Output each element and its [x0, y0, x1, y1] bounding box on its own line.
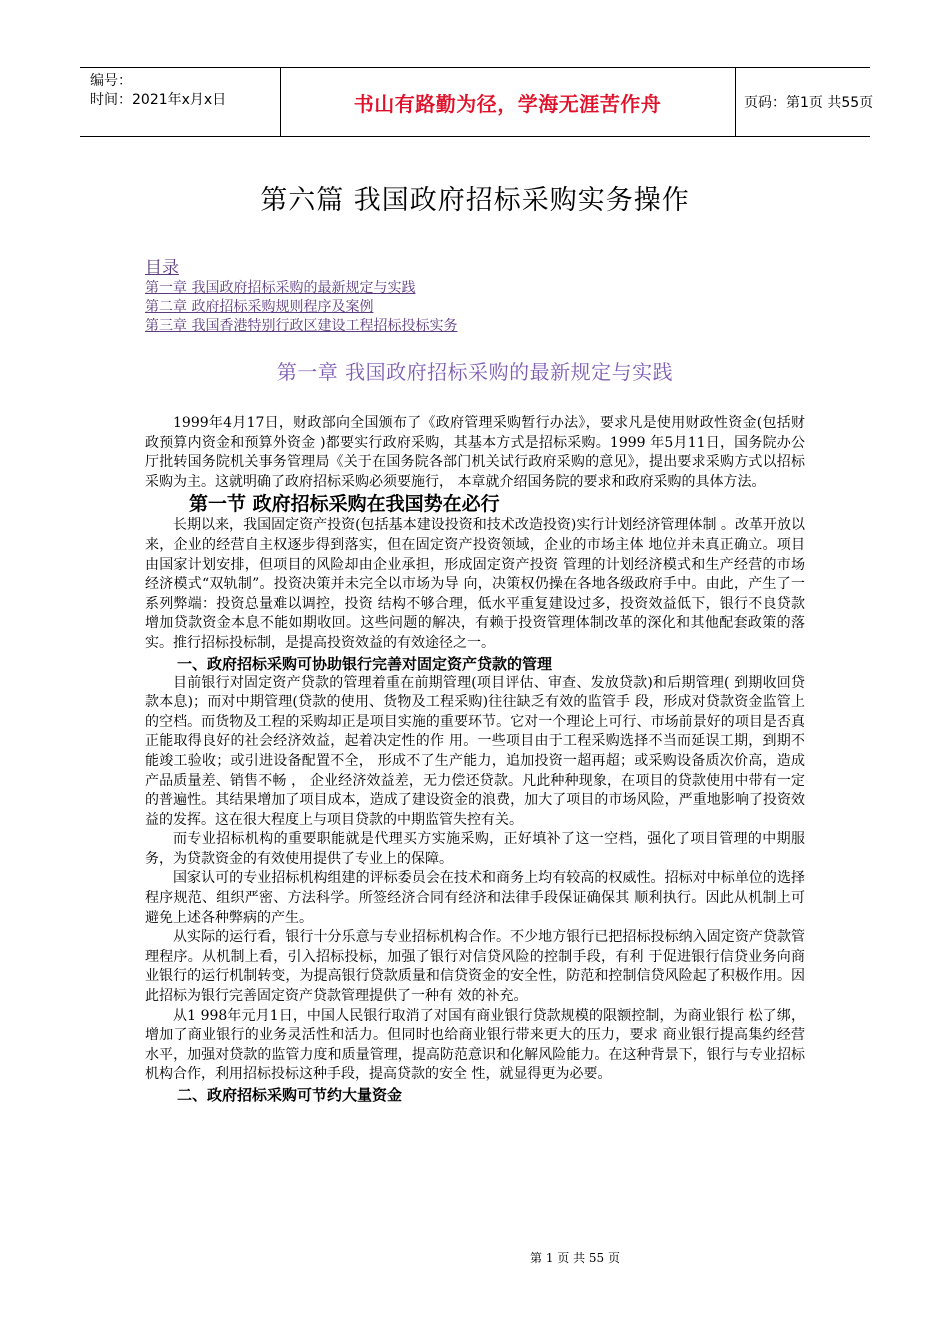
document-title: 第六篇 我国政府招标采购实务操作 [260, 185, 690, 216]
number-label: 编号： [90, 73, 132, 89]
body-paragraph: 国家认可的专业招标机构组建的评标委员会在技术和商务上均有较高的权威性。招标对中标单位的选择程序规范、组织严密、方法科学。所签经济合同有经济和法律手段保证确保其 顺利执行。因此从机制上可避免上述各种弊病的产生。 [145, 870, 805, 926]
table-of-contents [145, 257, 457, 336]
header-table [80, 67, 874, 137]
toc-heading[interactable]: 目录 [145, 258, 179, 278]
intro-paragraph: 1999年4月17日，财政部向全国颁布了《政府管理采购暂行办法》，要求凡是使用财政性资金(包括财政预算内资金和预算外资金 )都要实行政府采购，其基本方式是招标采购。1999 年5月11日，国务院办公厅批转国务院机关事务管理局《关于在国务院各部门机关试行政府采购的意见》，提出要求采购方式以招标采购为主。这就明确了政府招标采购必须要施行， 本章就介绍国务院的要求和政府采购的具体方法。 [145, 415, 805, 490]
body-paragraph: 而专业招标机构的重要职能就是代理买方实施采购，正好填补了这一空档，强化了项目管理的中期服务，为贷款资金的有效使用提供了专业上的保障。 [145, 831, 805, 867]
body-content [145, 414, 805, 1105]
section-paragraph: 长期以来，我国固定资产投资(包括基本建设投资和技术改造投资)实行计划经济管理体制 。改革开放以来，企业的经营自主权逐步得到落实，但在固定资产投资领域，企业的市场主体 地位并未真正确立。项目由国家计划安排，但项目的风险却由企业承担，形成固定资产投资 管理的计划经济模式和生产经营的市场经济模式“双轨制”。投资决策并未完全以市场为导 向，决策权仍操在各地各级政府手中。由此，产生了一系列弊端：投资总量难以调控，投资 结构不够合理，低水平重复建设过多，投资效益低下，银行不良贷款增加贷款资金本息不能如期收回。这些问题的解决，有赖于投资管理体制改革的深化和其他配套政策的落实。推行招标投标制，是提高投资效益的有效途径之一。 [145, 517, 805, 651]
toc-item-chapter-1[interactable]: 第一章 我国政府招标采购的最新规定与实践 [145, 280, 416, 296]
header-divider [735, 68, 736, 136]
header-meta [90, 72, 280, 110]
body-paragraph: 从实际的运行看，银行十分乐意与专业招标机构合作。不少地方银行已把招标投标纳入固定资产贷款管理程序。从机制上看，引入招标投标，加强了银行对信贷风险的控制手段，有利 于促进银行信贷业务向商业银行的运行机制转变，为提高银行贷款质量和信贷资金的安全性，防范和控制信贷风险起了积极作用。因此招标为银行完善固定资产贷款管理提供了一种有 效的补充。 [145, 929, 805, 1005]
section-heading: 第一节 政府招标采购在我国势在必行 [189, 493, 500, 516]
header-motto: 书山有路勤为径，学海无涯苦作舟 [353, 91, 662, 116]
toc-item-chapter-3[interactable]: 第三章 我国香港特别行政区建设工程招标投标实务 [145, 318, 458, 334]
body-paragraph: 目前银行对固定资产贷款的管理着重在前期管理(项目评估、审查、发放贷款)和后期管理( 到期收回贷款本息)；而对中期管理(贷款的使用、货物及工程采购)往往缺乏有效的监管手 段，形成对贷款资金监管上的空档。而货物及工程的采购却正是项目实施的重要环节。它对一个理论上可行、市场前景好的项目是否真正能取得良好的社会经济效益，起着决定性的作 用。一些项目由于工程采购选择不当而延误工期，到期不能竣工验收；或引进设备配置不全， 形成不了生产能力，追加投资一超再超；或采购设备质次价高，造成产品质量差、销售不畅 ， 企业经济效益差，无力偿还贷款。凡此种种现象，在项目的贷款使用中带有一定的普遍性。其结果增加了项目成本，造成了建设资金的浪费，加大了项目的市场风险，严重地影响了投资效益的发挥。这在很大程度上与项目贷款的中期监管失控有关。 [145, 674, 805, 828]
page-footer: 第 1 页 共 55 页 [530, 1251, 620, 1265]
chapter-title: 第一章 我国政府招标采购的最新规定与实践 [276, 360, 674, 384]
subsection-heading: 一、政府招标采购可协助银行完善对固定资产贷款的管理 [177, 654, 553, 673]
body-paragraph: 从1 998年元月1日，中国人民银行取消了对国有商业银行贷款规模的限额控制，为商业银行 松了绑，增加了商业银行的业务灵活性和活力。但同时也给商业银行带来更大的压力，要求 商业银行提高集约经营水平，加强对贷款的监管力度和质量管理，提高防范意识和化解风险能力。在这种背景下，银行与专业招标机构合作，利用招标投标这种手段，提高贷款的安全 性，就显得更为必要。 [145, 1007, 805, 1083]
toc-item-chapter-2[interactable]: 第二章 政府招标采购规则程序及案例 [145, 299, 374, 315]
subsection-heading: 二、政府招标采购可节约大量资金 [177, 1086, 403, 1104]
time-label: 时间：2021年x月x日 [90, 92, 227, 108]
header-page-info: 页码：第1页 共55页 [744, 95, 874, 111]
